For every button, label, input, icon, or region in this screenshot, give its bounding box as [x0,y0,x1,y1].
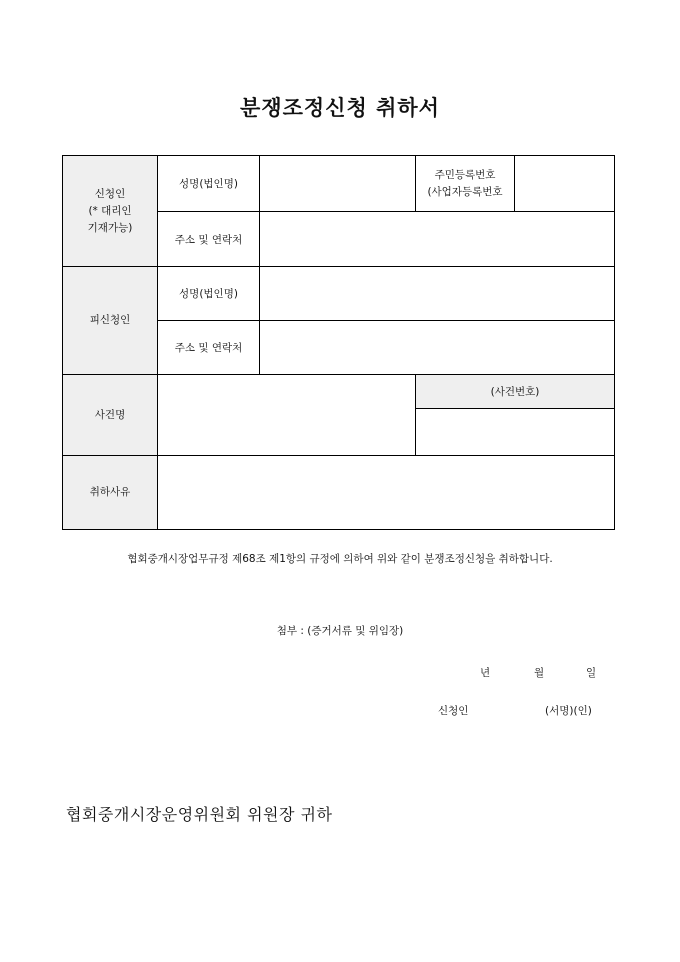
case-name-field[interactable] [158,375,416,456]
case-row [63,375,615,409]
applicant-proxy-note-2: 기재가능) [87,221,133,234]
applicant-name-row [63,156,615,212]
applicant-reg-label: 주민등록번호 [434,168,496,181]
applicant-label: 신청인 [94,187,126,200]
case-label: 사건명 [63,375,158,456]
applicant-reg-label-cell [416,156,515,212]
applicant-proxy-note: (* 대리인 [88,204,132,217]
document-title: 분쟁조정신청 취하서 [240,96,440,120]
signature-seal: (서명)(인) [545,705,592,717]
case-number-field[interactable] [416,409,615,456]
case-number-label: (사건번호) [416,375,615,409]
applicant-name-field[interactable] [260,156,416,212]
applicant-address-label: 주소 및 연락처 [158,212,260,267]
applicant-address-field[interactable] [260,212,615,267]
addressee: 협회중개시장운영위원회 위원장 귀하 [66,805,333,824]
attachment-note: 첨부 : (증거서류 및 위임장) [276,625,404,637]
respondent-label: 피신청인 [63,267,158,375]
respondent-name-field[interactable] [260,267,615,321]
signature-applicant-label: 신청인 [438,705,469,717]
applicant-biz-reg-label: (사업자등록번호 [427,185,503,198]
respondent-name-label: 성명(법인명) [158,267,260,321]
date-month: 월 [534,667,545,679]
respondent-address-label: 주소 및 연락처 [158,321,260,375]
withdrawal-notice: 협회중개시장업무규정 제68조 제1항의 규정에 의하여 위와 같이 분쟁조정신청을 취하합니다. [127,553,553,565]
reason-label: 취하사유 [63,456,158,530]
date-day: 일 [586,667,597,679]
applicant-label-cell [63,156,158,267]
respondent-name-row [63,267,615,321]
applicant-reg-field[interactable] [515,156,615,212]
reason-field[interactable] [158,456,615,530]
withdrawal-form-table [62,155,615,530]
date-year: 년 [480,667,491,679]
applicant-name-label: 성명(법인명) [158,156,260,212]
reason-row [63,456,615,530]
respondent-address-field[interactable] [260,321,615,375]
